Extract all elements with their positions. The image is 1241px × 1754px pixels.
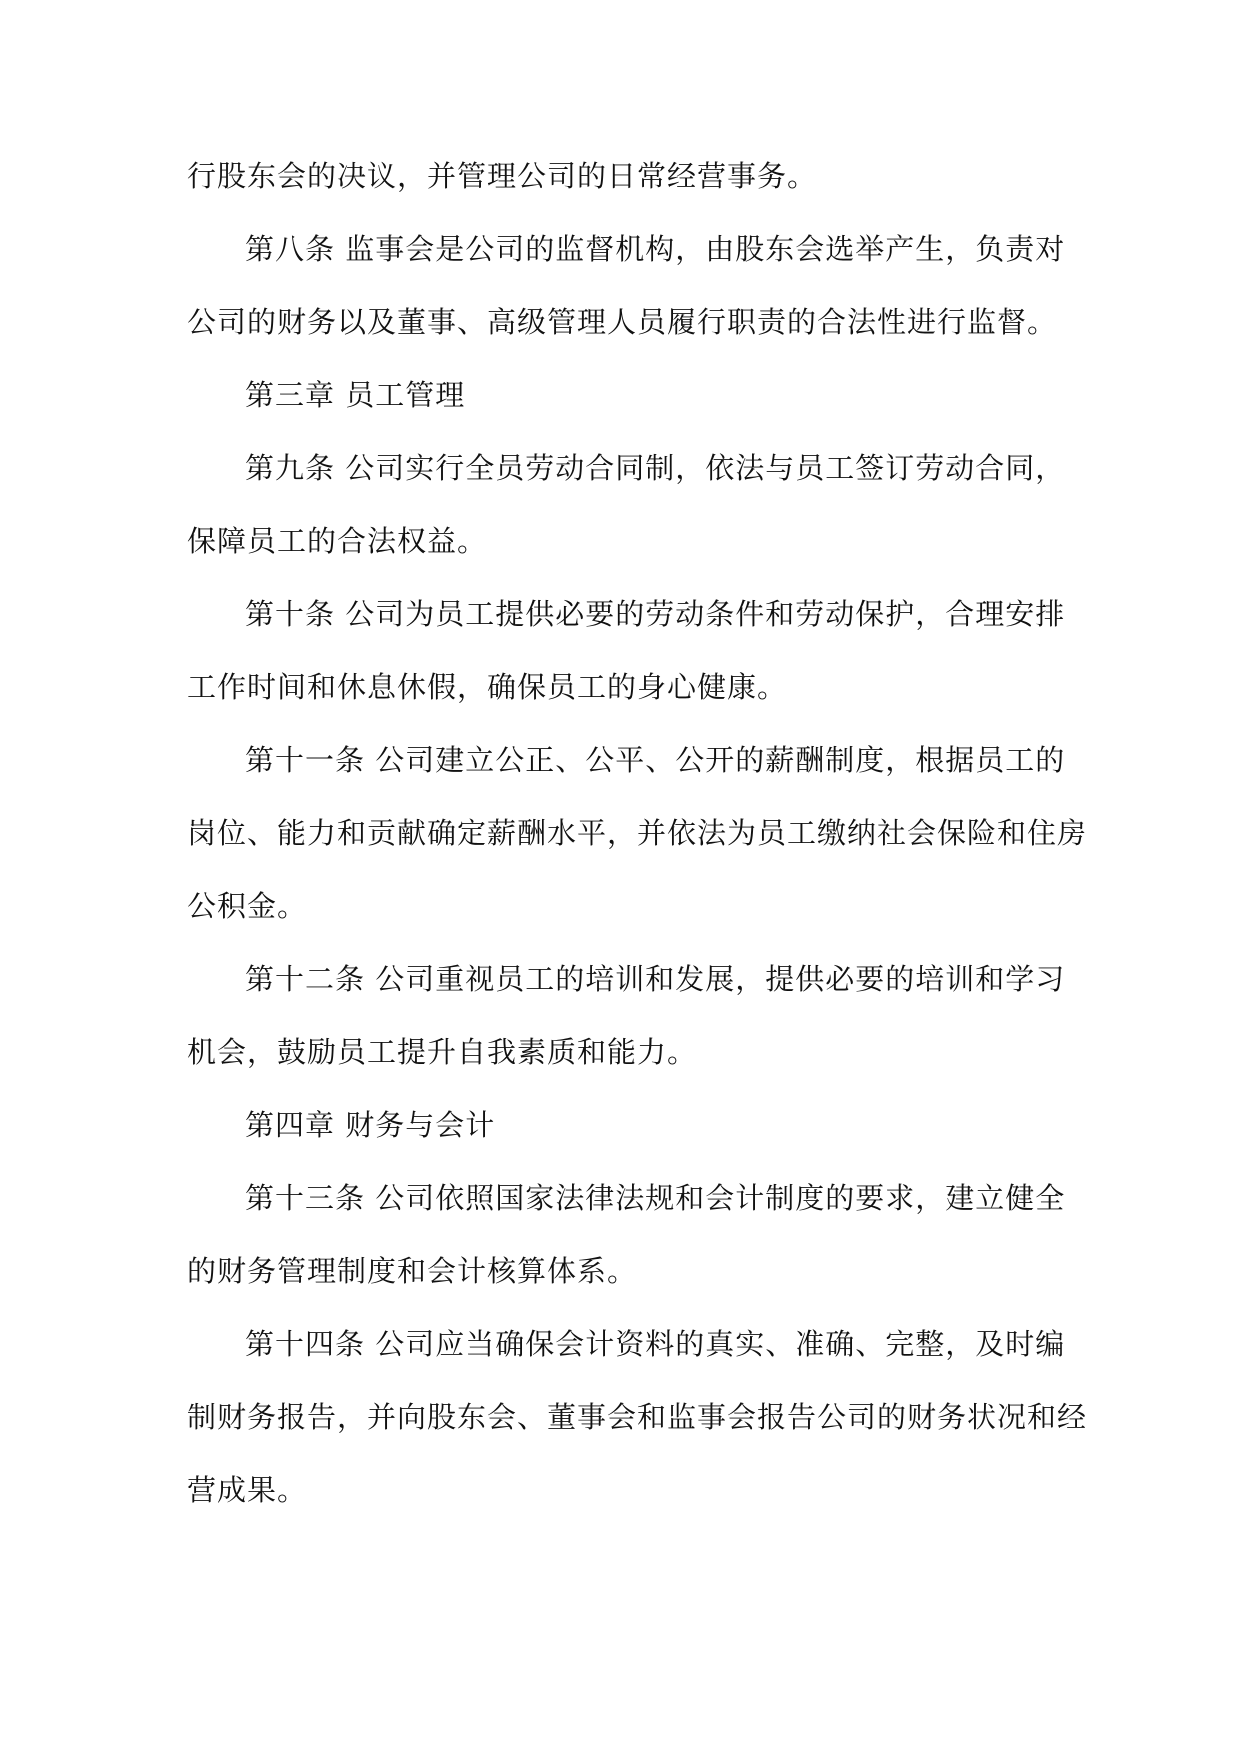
article-12-heading-line: 第十二条 公司重视员工的培训和发展，提供必要的培训和学习 <box>245 962 1066 996</box>
article-10-heading-line: 第十条 公司为员工提供必要的劳动条件和劳动保护，合理安排 <box>245 597 1066 631</box>
chapter-4-title: 第四章 财务与会计 <box>245 1108 496 1142</box>
paragraph-line: 保障员工的合法权益。 <box>187 524 488 558</box>
article-8-heading-line: 第八条 监事会是公司的监督机构，由股东会选举产生，负责对 <box>245 232 1066 266</box>
paragraph-line: 公司的财务以及董事、高级管理人员履行职责的合法性进行监督。 <box>187 305 1058 339</box>
paragraph-line: 的财务管理制度和会计核算体系。 <box>187 1254 638 1288</box>
article-13-heading-line: 第十三条 公司依照国家法律法规和会计制度的要求，建立健全 <box>245 1181 1066 1215</box>
article-9-heading-line: 第九条 公司实行全员劳动合同制，依法与员工签订劳动合同， <box>245 451 1066 485</box>
paragraph-line: 工作时间和休息休假，确保员工的身心健康。 <box>187 670 788 704</box>
paragraph-line: 营成果。 <box>187 1473 308 1507</box>
paragraph-line: 制财务报告，并向股东会、董事会和监事会报告公司的财务状况和经 <box>187 1400 1088 1434</box>
document-body <box>187 140 1088 1527</box>
paragraph-line: 公积金。 <box>187 889 308 923</box>
paragraph-line: 岗位、能力和贡献确定薪酬水平，并依法为员工缴纳社会保险和住房 <box>187 816 1088 850</box>
paragraph-line: 机会，鼓励员工提升自我素质和能力。 <box>187 1035 698 1069</box>
article-14-heading-line: 第十四条 公司应当确保会计资料的真实、准确、完整，及时编 <box>245 1327 1066 1361</box>
chapter-3-title: 第三章 员工管理 <box>245 378 466 412</box>
article-11-heading-line: 第十一条 公司建立公正、公平、公开的薪酬制度，根据员工的 <box>245 743 1066 777</box>
paragraph-line: 行股东会的决议，并管理公司的日常经营事务。 <box>187 159 818 193</box>
